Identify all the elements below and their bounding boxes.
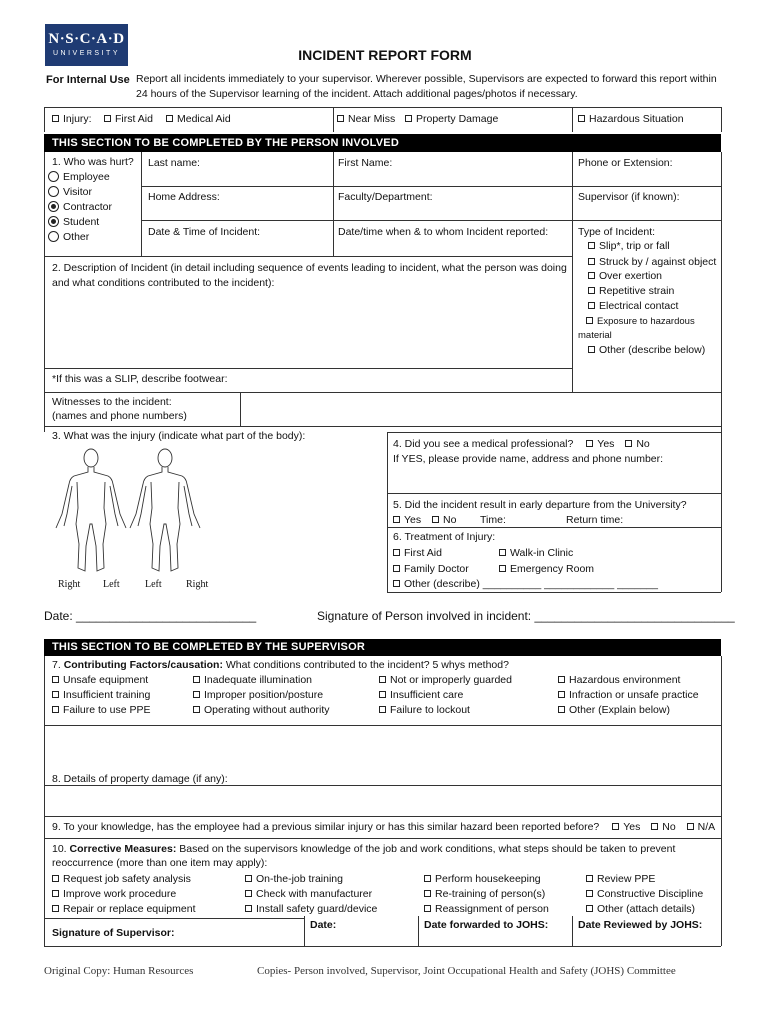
q4-no-checkbox[interactable] xyxy=(625,438,649,450)
radio-visitor[interactable] xyxy=(48,185,92,199)
label-electrical: Electrical contact xyxy=(599,300,679,312)
checkbox-treat-first-aid[interactable] xyxy=(393,546,442,560)
supervisor-signature-field[interactable]: Signature of Supervisor: xyxy=(52,927,175,939)
last-name-field[interactable]: Last name: xyxy=(148,157,200,169)
checkbox-slip[interactable] xyxy=(588,239,670,253)
label-exposure: Exposure to hazardous material xyxy=(578,316,695,341)
checkbox-factor[interactable]: Infraction or unsafe practice xyxy=(558,688,699,702)
internal-use-text: Report all incidents immediately to your supervisor. Wherever possible, Supervisors are expected to forward this report within 24 hours of the Supervisor learning of the incident. Attach additional pages/photos if necessary. xyxy=(136,73,717,100)
date-reviewed-field[interactable]: Date Reviewed by JOHS: xyxy=(578,919,703,931)
form-title: INCIDENT REPORT FORM xyxy=(298,47,472,63)
checkbox-measure[interactable]: On-the-job training xyxy=(245,872,343,886)
witnesses-sub-label: (names and phone numbers) xyxy=(52,410,187,422)
body-front-figure xyxy=(56,449,126,571)
label-other: Other xyxy=(63,231,90,243)
checkbox-factor[interactable]: Failure to lockout xyxy=(379,703,470,717)
q7-rest: What conditions contributed to the incident? 5 whys method? xyxy=(222,659,509,671)
witnesses-field[interactable] xyxy=(241,393,720,425)
checkbox-measure[interactable]: Review PPE xyxy=(586,872,655,886)
q4-text: 4. Did you see a medical professional? xyxy=(393,438,574,450)
radio-employee[interactable] xyxy=(48,170,110,184)
body-label-left-2: Left xyxy=(145,579,162,590)
logo-sub: UNIVERSITY xyxy=(52,50,120,57)
label-emergency: Emergency Room xyxy=(510,563,595,575)
checkbox-measure[interactable]: Request job safety analysis xyxy=(52,872,191,886)
checkbox-factor[interactable]: Insufficient care xyxy=(379,688,463,702)
description-label: 2. Description of Incident (in detail including sequence of events leading to incident, what the person was doing and what conditions contributed to the incident): xyxy=(52,262,567,289)
radio-contractor[interactable] xyxy=(48,200,112,214)
injury-label: 3. What was the injury (indicate what part of the body): xyxy=(52,430,306,442)
checkbox-measure[interactable]: Repair or replace equipment xyxy=(52,902,196,916)
label-slip: Slip*, trip or fall xyxy=(599,240,670,252)
label-visitor: Visitor xyxy=(63,186,92,198)
q4-label xyxy=(393,437,650,451)
first-name-field[interactable]: First Name: xyxy=(338,157,393,169)
radio-other[interactable] xyxy=(48,230,89,244)
body-label-right-2: Right xyxy=(186,579,209,590)
checkbox-factor[interactable]: Inadequate illumination xyxy=(193,673,312,687)
body-back-figure xyxy=(130,449,200,571)
checkbox-measure[interactable]: Re-training of person(s) xyxy=(424,887,545,901)
label-property-damage: Property Damage xyxy=(416,113,499,125)
q8-label: 8. Details of property damage (if any): xyxy=(52,773,228,785)
q10-rest: Based on the supervisors knowledge of the job and work conditions, what steps should be taken to prevent reoccurrence (more than one item may apply): xyxy=(52,843,676,869)
checkbox-medical-aid[interactable] xyxy=(166,112,231,126)
checkbox-measure[interactable]: Constructive Discipline xyxy=(586,887,703,901)
faculty-field[interactable]: Faculty/Department: xyxy=(338,191,433,203)
label-walk-in: Walk-in Clinic xyxy=(510,547,574,559)
checkbox-factor[interactable]: Improper position/posture xyxy=(193,688,323,702)
label-treat-other: Other (describe) __________ ____________ _______ xyxy=(404,578,658,590)
slip-footwear-label: *If this was a SLIP, describe footwear: xyxy=(52,373,228,385)
label-injury: Injury: xyxy=(63,113,92,125)
checkbox-over-exertion[interactable] xyxy=(588,269,662,283)
body-label-right-1: Right xyxy=(58,579,81,590)
q10-number: 10. xyxy=(52,843,70,855)
date-forwarded-field[interactable]: Date forwarded to JOHS: xyxy=(424,919,549,931)
section1-header: THIS SECTION TO BE COMPLETED BY THE PERSON INVOLVED xyxy=(44,134,721,152)
q5-yes-label: Yes xyxy=(404,514,422,526)
q7-number: 7. xyxy=(52,659,64,671)
checkbox-factor[interactable]: Not or improperly guarded xyxy=(379,673,512,687)
q9-text: 9. To your knowledge, has the employee had a previous similar injury or has this similar hazard been reported before? xyxy=(52,821,600,833)
internal-use-label: For Internal Use xyxy=(46,74,130,86)
checkbox-injury[interactable] xyxy=(52,112,92,126)
q4-yes-label: Yes xyxy=(597,438,615,450)
label-treat-first-aid: First Aid xyxy=(404,547,442,559)
home-address-field[interactable]: Home Address: xyxy=(148,191,220,203)
checkbox-factor[interactable]: Hazardous environment xyxy=(558,673,680,687)
who-hurt-label: 1. Who was hurt? xyxy=(52,156,134,168)
label-family-doctor: Family Doctor xyxy=(404,563,469,575)
checkbox-measure[interactable]: Perform housekeeping xyxy=(424,872,541,886)
label-first-aid: First Aid xyxy=(115,113,153,125)
checkbox-exposure[interactable] xyxy=(578,315,718,343)
phone-field[interactable]: Phone or Extension: xyxy=(578,157,673,169)
q9-na-checkbox[interactable]: N/A xyxy=(687,821,716,833)
label-student: Student xyxy=(63,216,100,228)
q4-sub-label: If YES, please provide name, address and phone number: xyxy=(393,453,664,465)
checkbox-factor[interactable]: Failure to use PPE xyxy=(52,703,151,717)
checkbox-measure[interactable]: Other (attach details) xyxy=(586,902,695,916)
body-diagram[interactable] xyxy=(48,444,218,576)
q5-label: 5. Did the incident result in early departure from the University? xyxy=(393,499,687,511)
q7-bold: Contributing Factors/causation: xyxy=(63,659,223,671)
q7-label xyxy=(52,658,509,672)
checkbox-type-other[interactable] xyxy=(588,343,705,357)
supervisor-field[interactable]: Supervisor (if known): xyxy=(578,191,680,203)
signature-line[interactable]: Signature of Person involved in incident: ______________________________ xyxy=(317,609,735,623)
checkbox-factor[interactable]: Unsafe equipment xyxy=(52,673,148,687)
checkbox-measure[interactable]: Install safety guard/device xyxy=(245,902,377,916)
q9-no-checkbox[interactable]: No xyxy=(651,821,675,833)
q5-no-checkbox[interactable] xyxy=(432,513,456,527)
checkbox-struck[interactable] xyxy=(588,255,716,269)
date-line[interactable]: Date: ___________________________ xyxy=(44,609,257,623)
label-struck: Struck by / against object xyxy=(599,256,717,268)
checkbox-measure[interactable]: Check with manufacturer xyxy=(245,887,372,901)
q6-label: 6. Treatment of Injury: xyxy=(393,531,496,543)
type-of-incident-label: Type of Incident: xyxy=(578,226,656,238)
logo-name: N·S·C·A·D xyxy=(48,31,125,47)
witnesses-label: Witnesses to the incident: xyxy=(52,396,172,408)
footer-left: Original Copy: Human Resources xyxy=(44,965,194,977)
checkbox-near-miss[interactable] xyxy=(337,112,395,126)
checkbox-electrical[interactable] xyxy=(588,299,678,313)
checkbox-measure[interactable]: Improve work procedure xyxy=(52,887,176,901)
checkbox-first-aid[interactable] xyxy=(104,112,153,126)
label-over-exertion: Over exertion xyxy=(599,270,663,282)
label-repetitive-strain: Repetitive strain xyxy=(599,285,675,297)
q5-yes-checkbox[interactable] xyxy=(393,513,421,527)
checkbox-family-doctor[interactable] xyxy=(393,562,469,576)
label-employee: Employee xyxy=(63,171,110,183)
label-medical-aid: Medical Aid xyxy=(177,113,231,125)
q4-no-label: No xyxy=(636,438,650,450)
checkbox-factor[interactable]: Operating without authority xyxy=(193,703,330,717)
date-time-field[interactable]: Date & Time of Incident: xyxy=(148,226,261,238)
checkbox-walk-in[interactable] xyxy=(499,546,573,560)
checkbox-repetitive-strain[interactable] xyxy=(588,284,674,298)
footer-right: Copies- Person involved, Supervisor, Joint Occupational Health and Safety (JOHS) Committee xyxy=(257,965,676,977)
section2-header: THIS SECTION TO BE COMPLETED BY THE SUPERVISOR xyxy=(44,639,721,656)
q4-yes-checkbox[interactable] xyxy=(586,438,614,450)
q5-return-time-field[interactable]: Return time: xyxy=(566,514,624,526)
checkbox-factor[interactable]: Insufficient training xyxy=(52,688,150,702)
checkbox-treat-other[interactable] xyxy=(393,577,658,591)
q5-time-field[interactable]: Time: xyxy=(480,514,506,526)
q9-label xyxy=(52,820,715,834)
label-near-miss: Near Miss xyxy=(348,113,396,125)
q10-label xyxy=(52,842,712,870)
q5-no-label: No xyxy=(443,514,457,526)
label-contractor: Contractor xyxy=(63,201,113,213)
checkbox-factor[interactable]: Other (Explain below) xyxy=(558,703,670,717)
q9-yes-checkbox[interactable]: Yes xyxy=(612,821,640,833)
supervisor-date-field[interactable]: Date: xyxy=(310,919,337,931)
checkbox-measure[interactable]: Reassignment of person xyxy=(424,902,549,916)
label-type-other: Other (describe below) xyxy=(599,344,706,356)
label-hazardous-situation: Hazardous Situation xyxy=(589,113,684,125)
checkbox-emergency[interactable] xyxy=(499,562,594,576)
checkbox-hazardous-situation[interactable] xyxy=(578,112,684,126)
body-label-left-1: Left xyxy=(103,579,120,590)
radio-student[interactable] xyxy=(48,215,99,229)
q10-bold: Corrective Measures: xyxy=(69,843,177,855)
date-reported-field[interactable]: Date/time when & to whom Incident reported: xyxy=(338,226,549,238)
checkbox-property-damage[interactable] xyxy=(405,112,498,126)
